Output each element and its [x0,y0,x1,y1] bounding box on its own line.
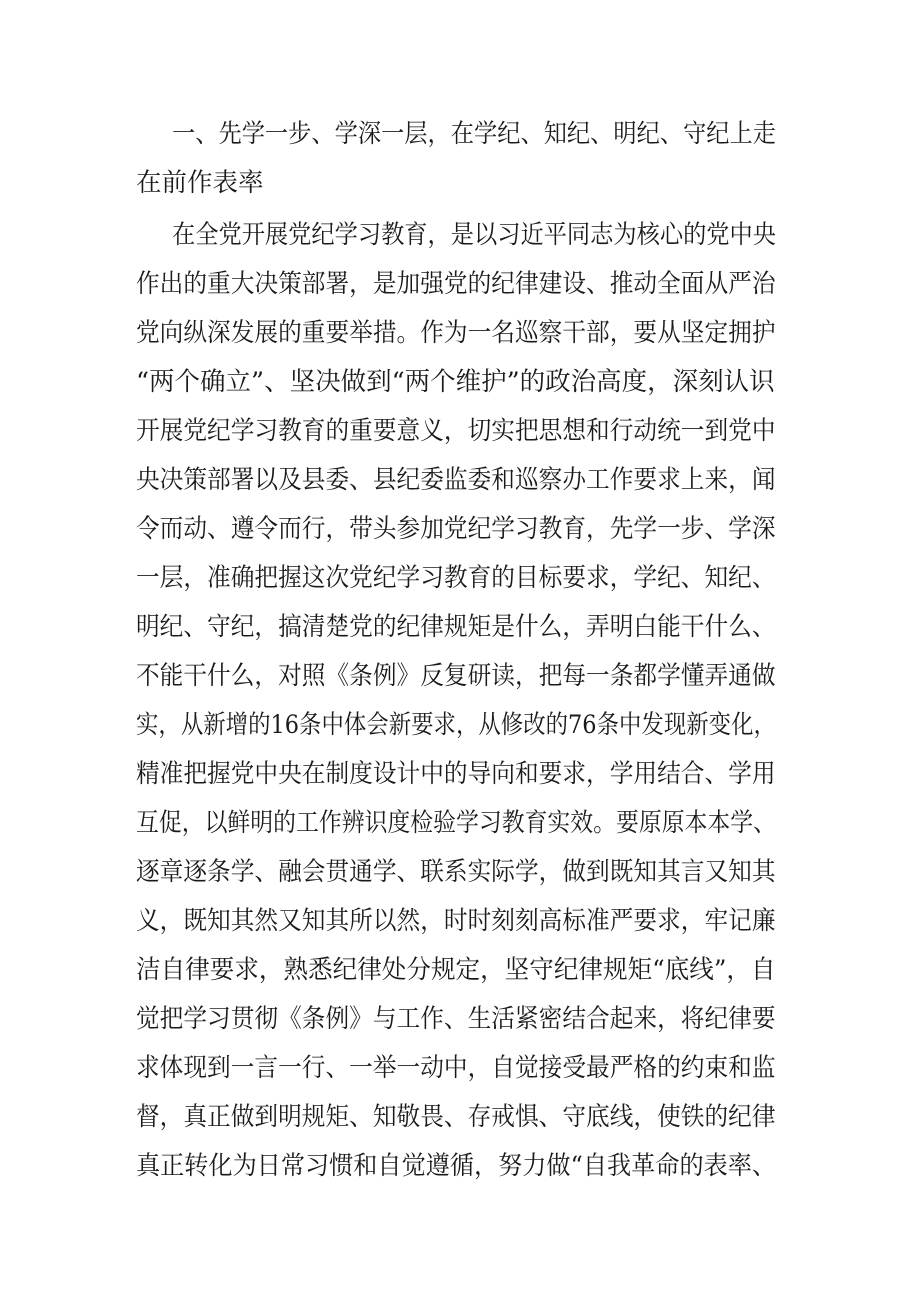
body-line: 互促，以鲜明的工作辨识度检验学习教育实效。要原原本本学、 [136,808,777,838]
body-line: 精准把握党中央在制度设计中的导向和要求，学用结合、学用 [136,759,776,789]
body-line: 不能干什么，对照《条例》反复研读，把每一条都学懂弄通做 [136,661,776,691]
body-line: 督，真正做到明规矩、知敬畏、存戒惧、守底线，使铁的纪律 [136,1102,776,1132]
body-line: 一层，准确把握这次党纪学习教育的目标要求，学纪、知纪、 [136,563,776,593]
body-line: 开展党纪学习教育的重要意义，切实把思想和行动统一到党中 [136,416,776,446]
body-line: 义，既知其然又知其所以然，时时刻刻高标准严要求，牢记廉 [136,906,776,936]
heading-line: 一、先学一步、学深一层，在学纪、知纪、明纪、守纪上走 [172,119,777,149]
body-line: 令而动、遵令而行，带头参加党纪学习教育，先学一步、学深 [136,514,776,544]
body-line: 明纪、守纪，搞清楚党的纪律规矩是什么，弄明白能干什么、 [136,612,776,642]
body-line: 觉把学习贯彻《条例》与工作、生活紧密结合起来，将纪律要 [136,1004,776,1034]
body-line: 作出的重大决策部署，是加强党的纪律建设、推动全面从严治 [136,269,776,299]
body-line: 洁自律要求，熟悉纪律处分规定，坚守纪律规矩“底线”，自 [136,955,776,985]
body-line: “两个确立”、坚决做到“两个维护”的政治高度，深刻认识 [136,367,775,397]
body-line: 实，从新增的16条中体会新要求，从修改的76条中发现新变化， [136,710,776,740]
body-line: 党向纵深发展的重要举措。作为一名巡察干部，要从坚定拥护 [136,318,776,348]
body-line: 在全党开展党纪学习教育，是以习近平同志为核心的党中央 [172,220,777,250]
body-line: 央决策部署以及县委、县纪委监委和巡察办工作要求上来，闻 [136,465,776,495]
body-line: 真正转化为日常习惯和自觉遵循，努力做“自我革命的表率、 [136,1151,777,1181]
body-line: 逐章逐条学、融会贯通学、联系实际学，做到既知其言又知其 [136,857,776,887]
heading-line: 在前作表率 [136,168,264,198]
body-line: 求体现到一言一行、一举一动中，自觉接受最严格的约束和监 [136,1053,776,1083]
